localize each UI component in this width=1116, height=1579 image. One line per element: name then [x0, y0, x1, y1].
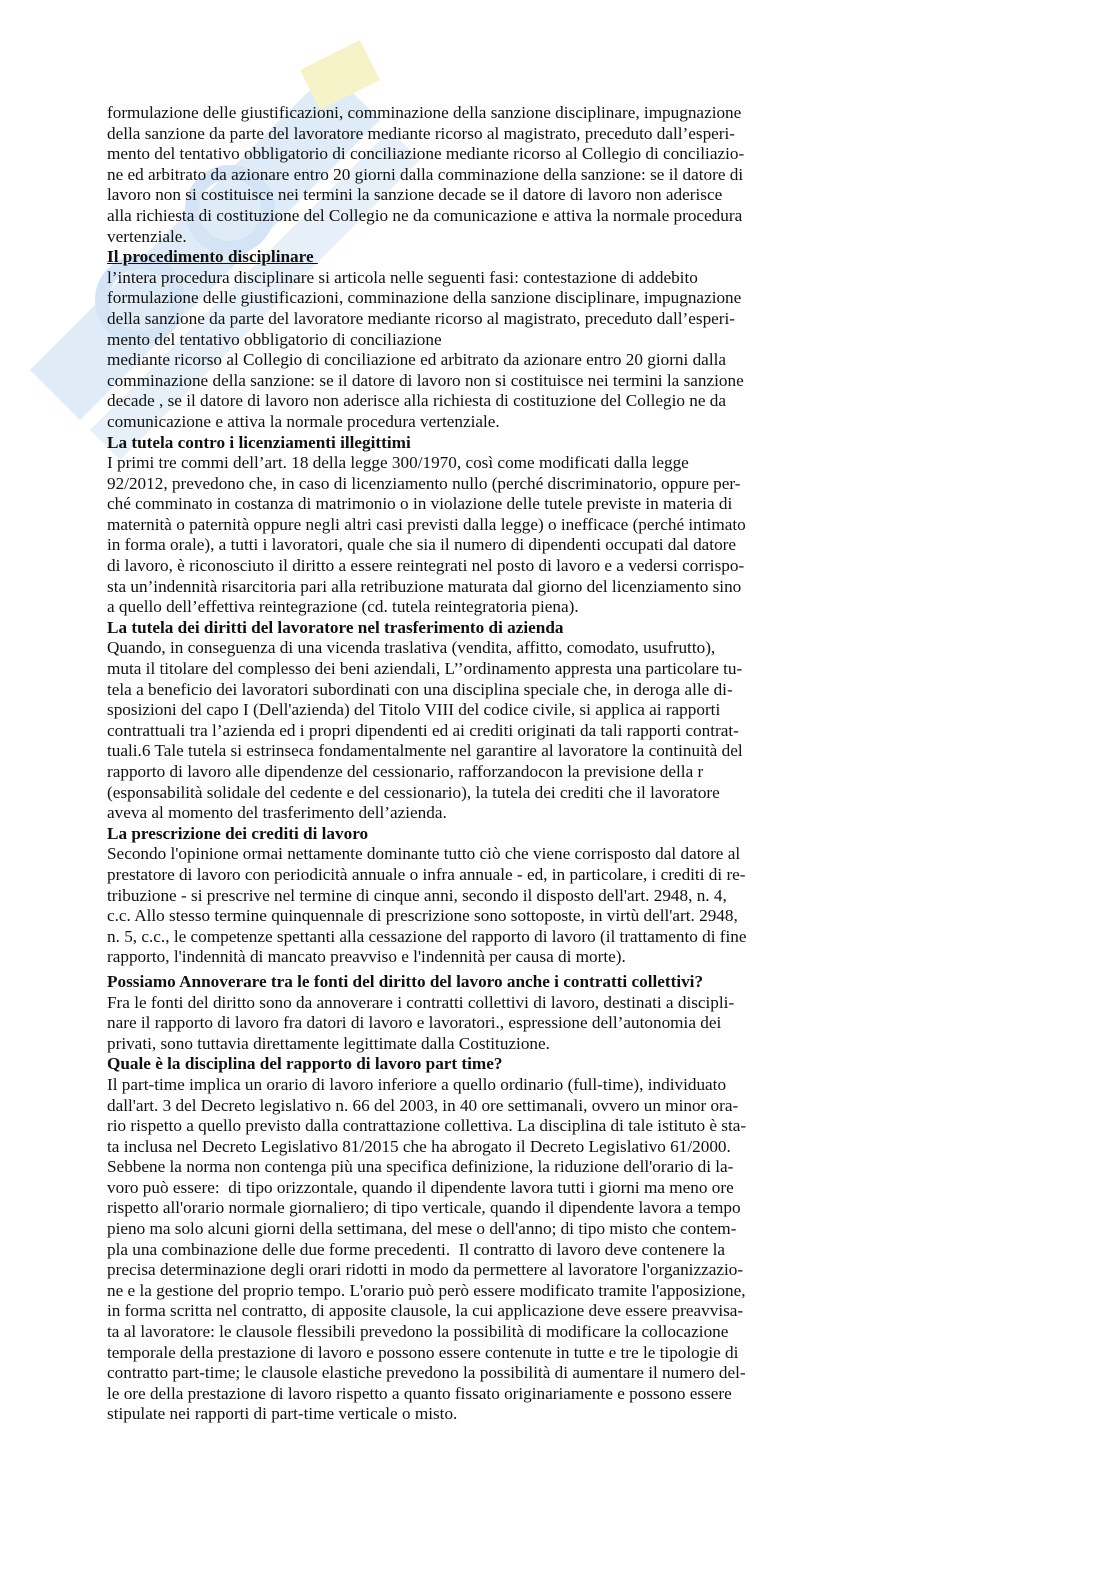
- paragraph-line: mento del tentativo obbligatorio di conciliazione: [107, 329, 442, 349]
- document-body: [107, 103, 867, 1425]
- paragraph-line: temporale della prestazione di lavoro e possono essere contenute in tutte e tre le tipologie di: [107, 1342, 739, 1362]
- section-heading: La tutela dei diritti del lavoratore nel trasferimento di azienda: [107, 617, 564, 637]
- paragraph-line: rio rispetto a quello previsto dalla contrattazione collettiva. La disciplina di tale istituto è sta-: [107, 1116, 747, 1136]
- paragraph: [107, 638, 867, 823]
- paragraph-line: Sebbene la norma non contenga più una specifica definizione, la riduzione dell'orario di la-: [107, 1157, 734, 1177]
- paragraph-line: Quando, in conseguenza di una vicenda traslativa (vendita, affitto, comodato, usufrutto),: [107, 638, 716, 658]
- paragraph-line: (esponsabilità solidale del cedente e del cessionario), la tutela dei crediti che il lavoratore: [107, 782, 720, 802]
- paragraph-line: l’intera procedura disciplinare si articola nelle seguenti fasi: contestazione di addebito: [107, 267, 698, 287]
- paragraph-line: della sanzione da parte del lavoratore mediante ricorso al magistrato, preceduto dall’esperi-: [107, 123, 736, 143]
- paragraph-line: 92/2012, prevedono che, in caso di licenziamento nullo (perché discriminatorio, oppure per-: [107, 473, 741, 493]
- paragraph-line: n. 5, c.c., le competenze spettanti alla cessazione del rapporto di lavoro (il trattamento di fine: [107, 926, 747, 946]
- paragraph-line: Fra le fonti del diritto sono da annoverare i contratti collettivi di lavoro, destinati a discipli-: [107, 992, 735, 1012]
- paragraph-line: comunicazione e attiva la normale procedura vertenziale.: [107, 411, 500, 431]
- paragraph-line: Secondo l'opinione ormai nettamente dominante tutto ciò che viene corrisposto dal datore al: [107, 844, 741, 864]
- paragraph-line: comminazione della sanzione: se il datore di lavoro non si costituisce nei termini la sanzione: [107, 370, 744, 390]
- paragraph-line: le ore della prestazione di lavoro rispetto a quanto fissato originariamente e possono essere: [107, 1383, 732, 1403]
- paragraph-line: dall'art. 3 del Decreto legislativo n. 66 del 2003, in 40 ore settimanali, ovvero un minor ora-: [107, 1095, 739, 1115]
- paragraph-line: di lavoro, è riconosciuto il diritto a essere reintegrati nel posto di lavoro e a vedersi corrispo-: [107, 556, 745, 576]
- paragraph-line: rapporto di lavoro alle dipendenze del cessionario, rafforzandocon la previsione della r: [107, 762, 704, 781]
- paragraph: [107, 1075, 867, 1425]
- paragraph-line: della sanzione da parte del lavoratore mediante ricorso al magistrato, preceduto dall’esperi-: [107, 308, 736, 328]
- paragraph-line: lavoro non si costituisce nei termini la sanzione decade se il datore di lavoro non aderisce: [107, 185, 723, 205]
- paragraph: [107, 268, 867, 433]
- paragraph-line: tuali.6 Tale tutela si estrinseca fondamentalmente nel garantire al lavoratore la continuità del: [107, 741, 743, 761]
- paragraph-line: ne e la gestione del proprio tempo. L'orario può però essere modificato tramite l'apposizione,: [107, 1280, 746, 1300]
- paragraph-line: ché comminato in costanza di matrimonio o in violazione delle tutele previste in materia di: [107, 494, 733, 514]
- paragraph-line: privati, sono tuttavia direttamente legittimate dalla Costituzione.: [107, 1033, 550, 1053]
- paragraph-line: pieno ma solo alcuni giorni della settimana, del mese o dell'anno; di tipo misto che contem-: [107, 1219, 737, 1239]
- section-heading: Quale è la disciplina del rapporto di lavoro part time?: [107, 1054, 503, 1074]
- paragraph-line: vertenziale.: [107, 226, 187, 246]
- paragraph-line: muta il titolare del complesso dei beni aziendali, L’’ordinamento appresta una particolare tu-: [107, 659, 743, 679]
- section-heading: La tutela contro i licenziamenti illegittimi: [107, 432, 411, 452]
- paragraph-line: stipulate nei rapporti di part-time verticale o misto.: [107, 1404, 458, 1424]
- paragraph-line: alla richiesta di costituzione del Collegio ne da comunicazione e attiva la normale procedura: [107, 205, 743, 225]
- paragraph-line: formulazione delle giustificazioni, comminazione della sanzione disciplinare, impugnazione: [107, 103, 742, 122]
- paragraph-line: sta un’indennità risarcitoria pari alla retribuzione maturata dal giorno del licenziamento sino: [107, 576, 742, 596]
- paragraph-line: tela a beneficio dei lavoratori subordinati con una disciplina speciale che, in deroga alle di-: [107, 679, 733, 699]
- paragraph-line: a quello dell’effettiva reintegrazione (cd. tutela reintegratoria piena).: [107, 597, 579, 617]
- paragraph: [107, 993, 867, 1055]
- paragraph-line: sposizioni del capo I (Dell'azienda) del Titolo VIII del codice civile, si applica ai rapporti: [107, 700, 721, 720]
- paragraph-line: formulazione delle giustificazioni, comminazione della sanzione disciplinare, impugnazione: [107, 288, 742, 308]
- section-heading: Il procedimento disciplinare: [107, 247, 318, 267]
- section-heading: La prescrizione dei crediti di lavoro: [107, 823, 369, 843]
- paragraph-line: ta inclusa nel Decreto Legislativo 81/2015 che ha abrogato il Decreto Legislativo 61/2000.: [107, 1136, 731, 1156]
- paragraph-line: rispetto all'orario normale giornaliero; di tipo verticale, quando il dipendente lavora a tempo: [107, 1198, 741, 1218]
- paragraph-line: in forma scritta nel contratto, di apposite clausole, la cui applicazione deve essere preavvisa-: [107, 1301, 744, 1321]
- paragraph-line: precisa determinazione degli orari ridotti in modo da permettere al lavoratore l'organizzazio-: [107, 1260, 744, 1280]
- paragraph-line: ta al lavoratore: le clausole flessibili prevedono la possibilità di modificare la collocazione: [107, 1322, 729, 1342]
- paragraph-line: pla una combinazione delle due forme precedenti. Il contratto di lavoro deve contenere la: [107, 1239, 726, 1259]
- paragraph-line: Il part-time implica un orario di lavoro inferiore a quello ordinario (full-time), individuato: [107, 1074, 727, 1094]
- paragraph-line: I primi tre commi dell’art. 18 della legge 300/1970, così come modificati dalla legge: [107, 453, 689, 473]
- paragraph-line: aveva al momento del trasferimento dell’azienda.: [107, 803, 447, 823]
- paragraph-line: nare il rapporto di lavoro fra datori di lavoro e lavoratori., espressione dell’autonomia dei: [107, 1013, 722, 1033]
- paragraph-line: maternità o paternità oppure negli altri casi previsti dalla legge) o inefficace (perché intimato: [107, 514, 746, 534]
- paragraph-line: decade , se il datore di lavoro non aderisce alla richiesta di costituzione del Collegio ne da: [107, 391, 727, 411]
- paragraph-line: mento del tentativo obbligatorio di conciliazione mediante ricorso al Collegio di conciliazio-: [107, 144, 745, 164]
- paragraph-line: prestatore di lavoro con periodicità annuale o infra annuale - ed, in particolare, i crediti di re-: [107, 864, 746, 884]
- paragraph: [107, 103, 867, 247]
- paragraph-line: contratto part-time; le clausole elastiche prevedono la possibilità di aumentare il numero del-: [107, 1363, 746, 1383]
- paragraph: [107, 844, 867, 968]
- paragraph-line: voro può essere: di tipo orizzontale, quando il dipendente lavora tutti i giorni ma meno ore: [107, 1177, 734, 1197]
- paragraph: [107, 453, 867, 618]
- paragraph-line: mediante ricorso al Collegio di conciliazione ed arbitrato da azionare entro 20 giorni dalla: [107, 350, 726, 370]
- paragraph-line: tribuzione - si prescrive nel termine di cinque anni, secondo il disposto dell'art. 2948, n. 4,: [107, 885, 727, 905]
- paragraph-line: rapporto, l'indennità di mancato preavviso e l'indennità per causa di morte).: [107, 947, 626, 967]
- paragraph-line: in forma orale), a tutti i lavoratori, quale che sia il numero di dipendenti occupati dal datore: [107, 535, 737, 555]
- section-heading: Possiamo Annoverare tra le fonti del diritto del lavoro anche i contratti collettivi?: [107, 971, 704, 991]
- paragraph-line: contrattuali tra l’azienda ed i propri dipendenti ed ai crediti originati da tali rapporti contrat-: [107, 720, 739, 740]
- paragraph-line: c.c. Allo stesso termine quinquennale di prescrizione sono sottoposte, in virtù dell'art. 2948,: [107, 906, 738, 926]
- paragraph-line: ne ed arbitrato da azionare entro 20 giorni dalla comminazione della sanzione: se il datore di: [107, 164, 744, 184]
